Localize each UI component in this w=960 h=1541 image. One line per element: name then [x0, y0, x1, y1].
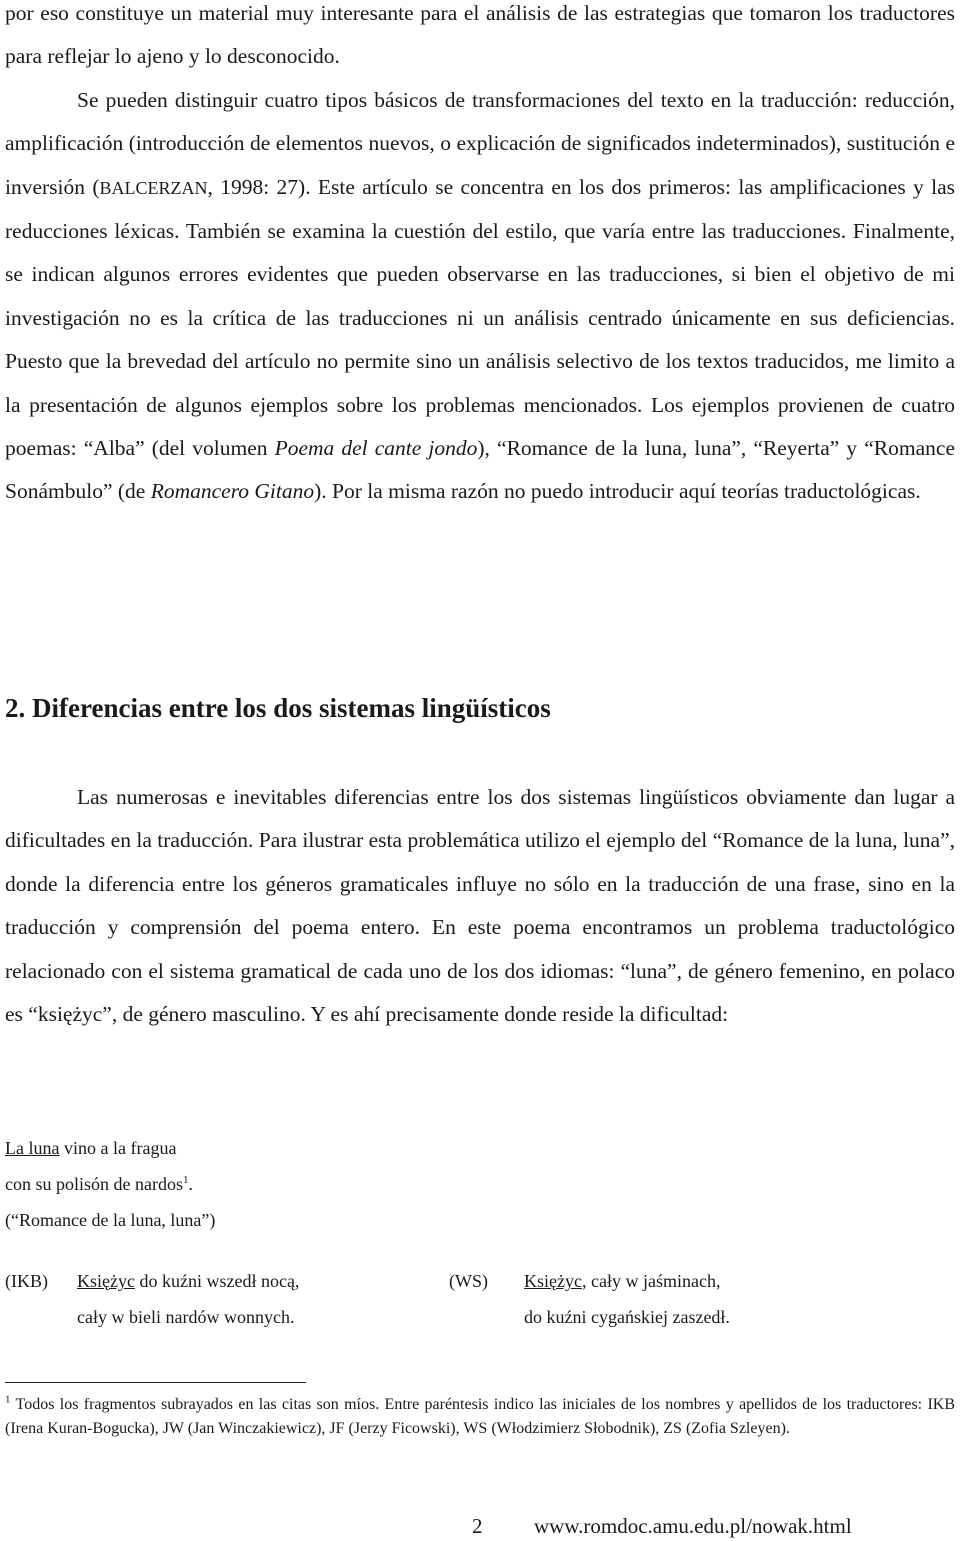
- translator-label: (IKB): [5, 1271, 48, 1291]
- body-paragraph-1: [5, 0, 955, 514]
- footnote-rule: [5, 1382, 306, 1383]
- underlined-text: Księżyc: [524, 1271, 582, 1291]
- underlined-text: La luna: [5, 1138, 60, 1158]
- footnote-text: Todos los fragmentos subrayados en las citas son míos. Entre paréntesis indico las iniciales de los nombres y apellidos de los traductores: IKB (Irena Kuran-Bogucka), JW (Jan Winczakiewicz), JF (Jerzy Ficowski), WS (Włodzimierz Słobodnik), ZS (Zofia Szleyen).: [5, 1396, 955, 1437]
- translator-label: (WS): [449, 1271, 488, 1291]
- paragraph-continuation: por eso constituye un material muy interesante para el análisis de las estrategias que tomaron los traductores para reflejar lo ajeno y lo desconocido.: [5, 1, 955, 69]
- translation-line: [524, 1271, 720, 1292]
- body-paragraph-2: [5, 776, 955, 1036]
- translation-line-text: , cały w jaśminach,: [581, 1271, 721, 1291]
- paragraph-text: Se pueden distinguir cuatro tipos básicos de transformaciones del texto en la traducción: reducción, amplificación (introducción de elementos nuevos, o explicación de significados indeterminados), sustitución e inversión (: [5, 87, 955, 199]
- footnote-mark: 1: [5, 1393, 11, 1406]
- book-title: Poema del cante jondo: [274, 436, 478, 461]
- poem-quote: [5, 1130, 215, 1238]
- paragraph-text: ), “Romance de la luna, luna”, “Reyerta” y “Romance Sonámbulo” (de: [5, 436, 955, 504]
- book-title: Romancero Gitano: [150, 479, 315, 504]
- poem-line-text: con su polisón de nardos: [5, 1174, 183, 1194]
- paragraph-text: ). Por la misma razón no puedo introducir aquí teorías traductológicas.: [314, 479, 921, 504]
- footnote-mark: 1: [182, 1174, 189, 1186]
- paragraph-text: , 1998: 27). Este artículo se concentra en los dos primeros: las amplificaciones y las reducciones léxicas. También se examina la cuestión del estilo, que varía entre las traducciones. Finalmente, se indican algunos errores evidentes que pueden observarse en las traducciones, si bien el objetivo de mi investigación no es la crítica de las traducciones ni un análisis centrado únicamente en sus deficiencias. Puesto que la brevedad del artículo no permite sino un análisis selectivo de los textos traducidos, me limito a la presentación de algunos ejemplos sobre los problemas mencionados. Los ejemplos provienen de cuatro poemas: “Alba” (del volumen: [5, 174, 955, 461]
- translation-line: cały w bieli nardów wonnych.: [77, 1307, 295, 1327]
- citation-author: BALCERZAN: [99, 177, 208, 198]
- underlined-text: Księżyc: [77, 1271, 135, 1291]
- footnote: [5, 1393, 955, 1441]
- page-number: 2: [472, 1514, 483, 1538]
- poem-line-text: vino a la fragua: [59, 1138, 177, 1158]
- poem-line-text: .: [188, 1174, 193, 1194]
- translation-line: do kuźni cygańskiej zaszedł.: [524, 1307, 730, 1327]
- translation-line: [77, 1271, 299, 1292]
- poem-line: [5, 1130, 215, 1166]
- poem-source: (“Romance de la luna, luna”): [5, 1210, 216, 1230]
- section-heading: 2. Diferencias entre los dos sistemas lingüísticos: [5, 693, 551, 723]
- footer-url: www.romdoc.amu.edu.pl/nowak.html: [534, 1514, 852, 1538]
- poem-line: [5, 1166, 215, 1202]
- translation-line-text: do kuźni wszedł nocą,: [134, 1271, 300, 1291]
- paragraph-text: Las numerosas e inevitables diferencias entre los dos sistemas lingüísticos obviamente dan lugar a dificultades en la traducción. Para ilustrar esta problemática utilizo el ejemplo del “Romance de la luna, luna”, donde la diferencia entre los géneros gramaticales influye no sólo en la traducción de una frase, sino en la traducción y comprensión del poema entero. En este poema encontramos un problema traductológico relacionado con el sistema gramatical de cada uno de los dos idiomas: “luna”, de género femenino, en polaco es “księżyc”, de género masculino. Y es ahí precisamente donde reside la dificultad:: [5, 785, 955, 1027]
